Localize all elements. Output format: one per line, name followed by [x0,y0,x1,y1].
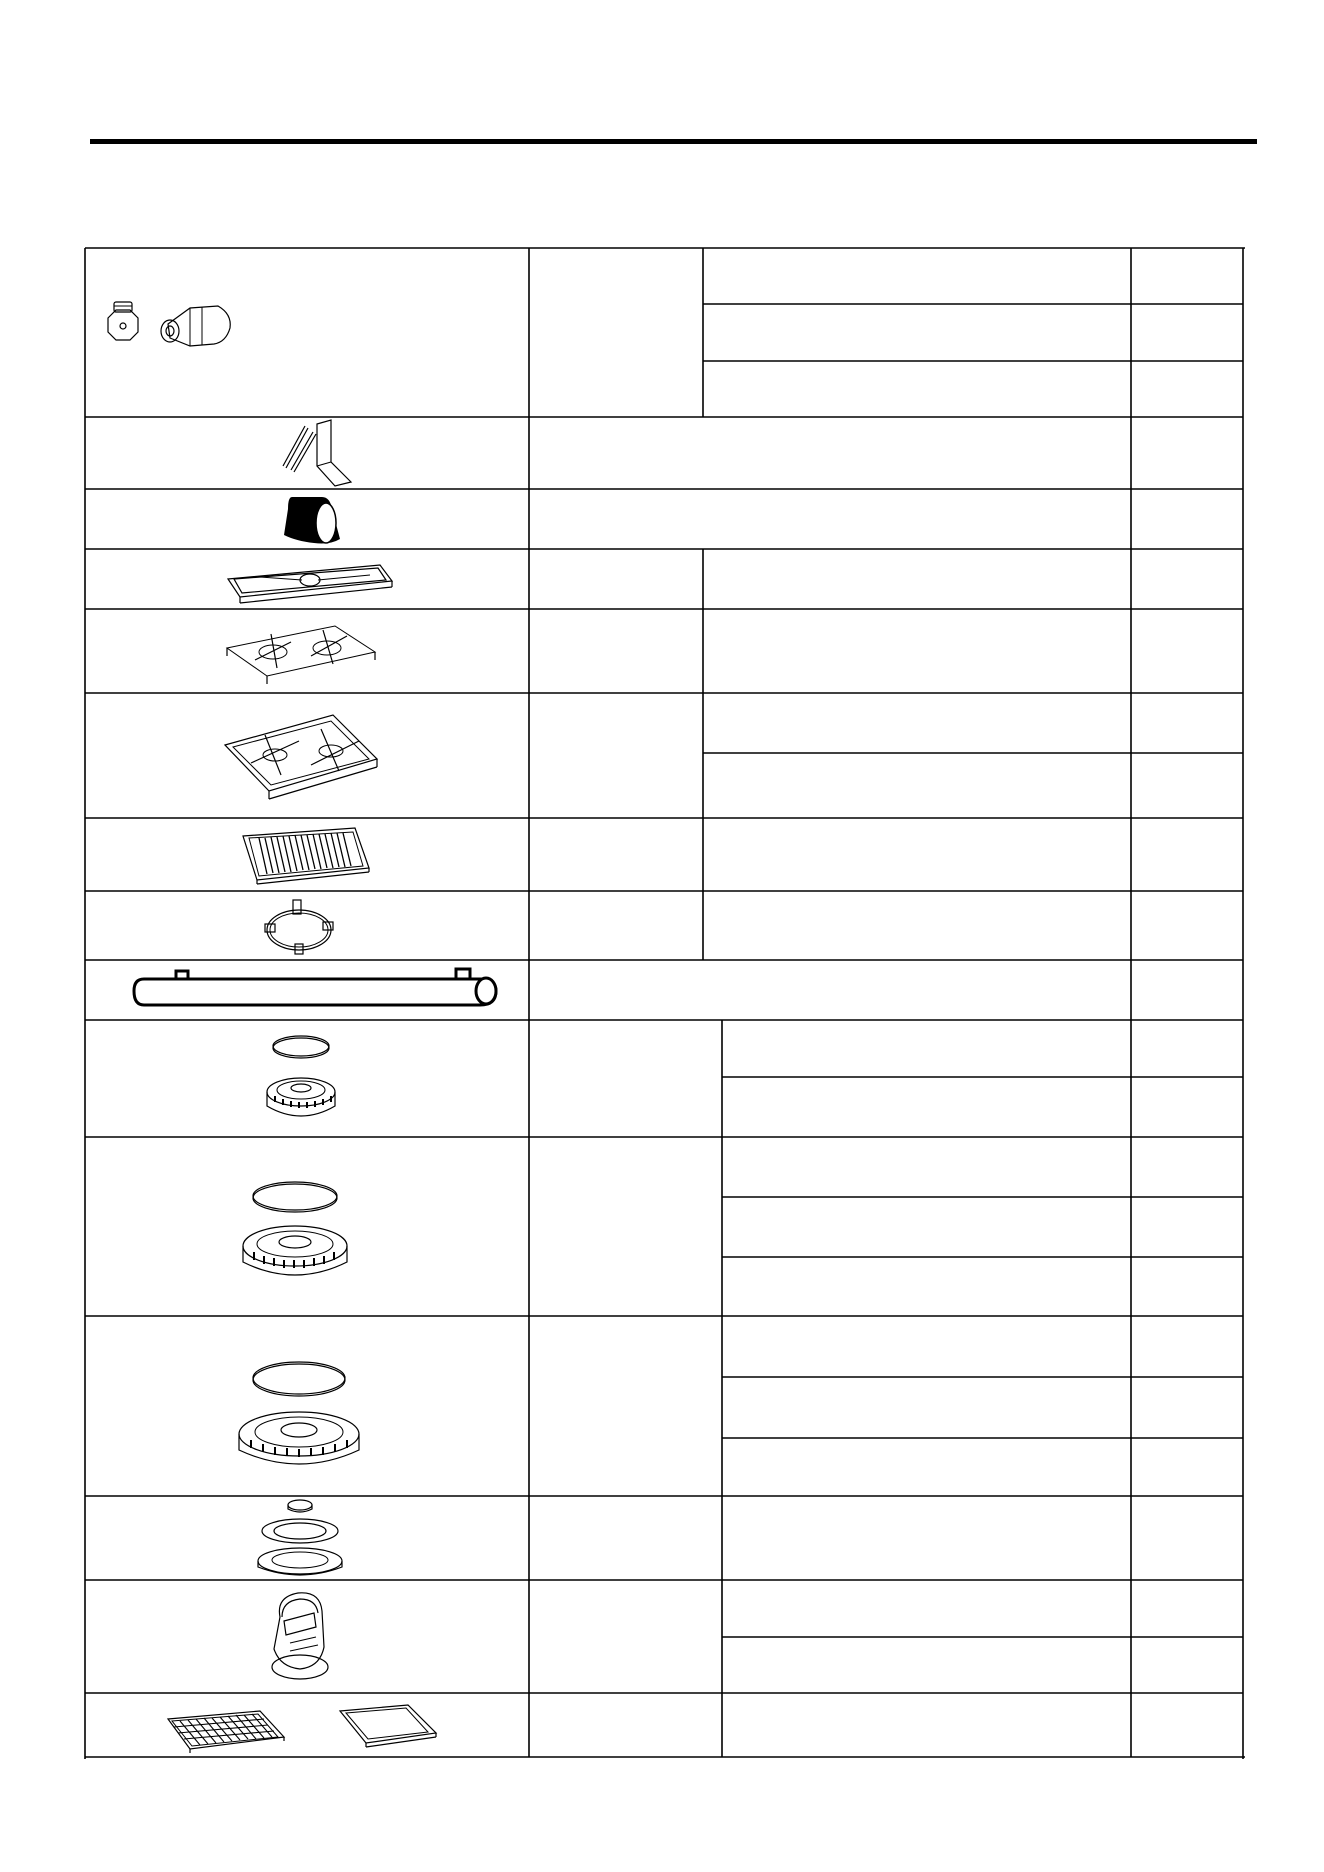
part-cell-foot [260,490,360,548]
part-cell-griddle [225,820,385,890]
oven-tray-and-rack-icon [160,1697,460,1755]
cast-iron-grate-icon [215,705,385,805]
small-burner-icon [245,1026,355,1132]
part-cell-large-burner [225,1350,375,1480]
part-cell-medium-burner [225,1170,365,1290]
control-knob-icon [260,1587,340,1687]
large-burner-icon [225,1350,375,1480]
medium-burner-icon [230,1170,360,1290]
wok-ring-icon [255,894,345,958]
leveling-foot-icon [270,491,350,547]
part-cell-tray-rack [160,1696,460,1756]
narrow-grate-icon [220,553,400,605]
double-grate-icon [215,612,385,690]
part-cell-dual-burner [245,1497,355,1579]
dual-ring-burner-icon [250,1497,350,1579]
part-cell-double-grate [205,610,395,692]
part-cell-wok-ring [250,893,350,959]
part-cell-narrow-grate [210,550,410,608]
griddle-icon [235,822,375,888]
part-cell-nozzles [90,270,290,380]
part-cell-handle [130,962,510,1020]
gas-nozzle-icon [90,280,250,370]
part-cell-knob [255,1585,345,1689]
part-cell-cast-grate [205,700,395,810]
anti-tip-bracket-icon [255,418,365,488]
part-cell-small-burner [240,1024,360,1134]
door-handle-icon [130,963,510,1019]
part-cell-bracket [240,418,380,488]
